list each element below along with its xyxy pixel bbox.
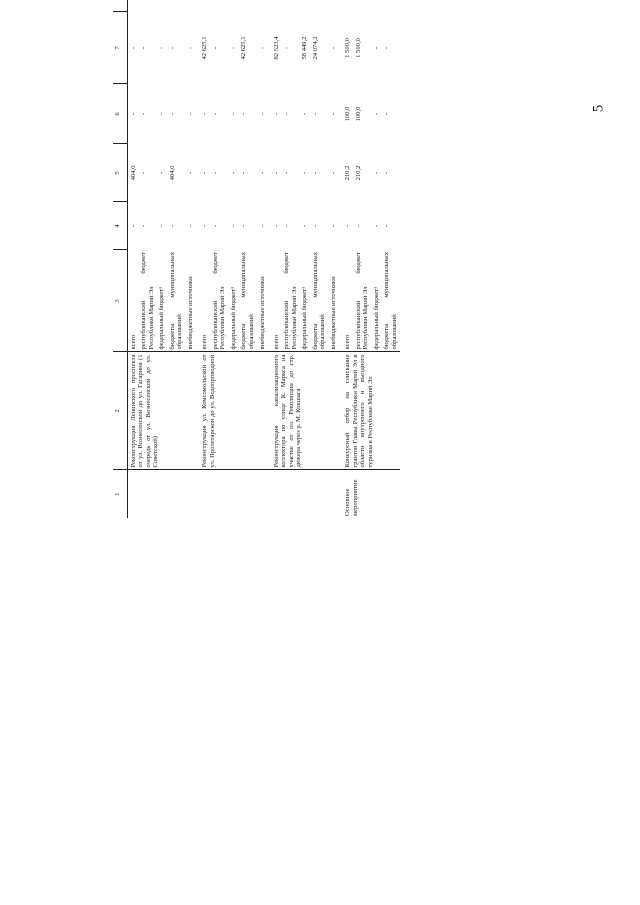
value-cell: -	[311, 171, 319, 175]
table-frame	[113, 36, 525, 851]
value-cell: -	[140, 112, 148, 116]
value-cell	[371, 0, 382, 12]
value-cell: -	[283, 171, 291, 175]
column-header: 6	[113, 84, 128, 144]
value-cell	[310, 0, 328, 12]
value-cell: -	[211, 224, 219, 228]
value-cell: 404,0	[168, 165, 176, 181]
value-cell: -	[372, 224, 380, 228]
value-cell: -	[372, 112, 380, 116]
value-cell	[257, 0, 268, 12]
value-cell: 100,0	[354, 106, 362, 122]
value-cell: -	[330, 171, 338, 175]
value-cell: -	[283, 112, 291, 116]
value-cell	[329, 0, 340, 12]
funding-source-cell: всего	[344, 334, 352, 350]
value-cell: -	[311, 224, 319, 228]
value-cell: 210,2	[354, 165, 362, 181]
value-cell: -	[229, 171, 237, 175]
activity-name-cell: Реконструкция канализационного коллектора по улице К. Маркса на участке от пл. Революции до стр. дюкера через р. М. Кокшага	[268, 352, 340, 470]
value-cell: -	[301, 112, 309, 116]
value-cell	[196, 0, 210, 12]
value-cell: -	[330, 112, 338, 116]
funding-source-cell: внебюджетные источники	[330, 276, 338, 350]
activity-type-cell	[128, 470, 197, 518]
value-cell: -	[240, 112, 248, 116]
column-header: 2	[113, 352, 128, 470]
value-cell: -	[201, 171, 209, 175]
activity-type-cell	[196, 470, 268, 518]
rotated-table-wrapper	[113, 0, 525, 518]
value-cell: -	[383, 112, 391, 116]
value-cell: 210,2	[344, 165, 352, 181]
value-cell: -	[129, 112, 137, 116]
value-cell: -	[229, 46, 237, 50]
value-cell	[210, 0, 228, 12]
column-header: 7	[113, 12, 128, 84]
funding-source-cell: федеральный бюджет¹	[158, 286, 166, 350]
funding-source-cell: республиканский бюджет Республики Марий Эл	[283, 252, 298, 350]
value-cell: -	[283, 46, 291, 50]
funding-source-cell: внебюджетные источники	[186, 276, 194, 350]
value-cell: 100,0	[344, 106, 352, 122]
table-row	[196, 0, 210, 518]
funding-source-cell: республиканский бюджет Республики Марий Эл	[140, 252, 155, 350]
value-cell: -	[186, 112, 194, 116]
value-cell: -	[140, 171, 148, 175]
value-cell	[339, 0, 353, 12]
column-header: 1	[113, 470, 128, 518]
value-cell: -	[372, 171, 380, 175]
value-cell: -	[168, 46, 176, 50]
funding-source-cell: всего	[272, 334, 280, 350]
value-cell: -	[272, 112, 280, 116]
value-cell: -	[129, 224, 137, 228]
funding-source-cell: всего	[201, 334, 209, 350]
value-cell: -	[330, 46, 338, 50]
value-cell: -	[240, 224, 248, 228]
value-cell: 58 449,2	[301, 36, 309, 60]
column-header: 5	[113, 144, 128, 202]
value-cell	[139, 0, 157, 12]
value-cell: -	[168, 112, 176, 116]
value-cell: -	[168, 224, 176, 228]
value-cell	[128, 0, 139, 12]
header-row	[113, 0, 128, 518]
value-cell: -	[158, 112, 166, 116]
value-cell: -	[258, 171, 266, 175]
value-cell: -	[311, 112, 319, 116]
column-header: 3	[113, 250, 128, 352]
value-cell: 42 625,1	[240, 36, 248, 60]
value-cell: -	[129, 46, 137, 50]
table-body	[128, 0, 401, 518]
value-cell: -	[283, 224, 291, 228]
value-cell: 1 500,0	[344, 38, 352, 58]
value-cell: -	[354, 224, 362, 228]
value-cell: -	[272, 224, 280, 228]
value-cell: -	[186, 171, 194, 175]
funding-source-cell: всего	[129, 334, 137, 350]
activity-name-cell: Реконструкция ул. Комсомольской от ул. Пролетарской до ул. Водопроводной	[196, 352, 268, 470]
value-cell: -	[211, 112, 219, 116]
funding-source-cell: бюджеты муниципальных образований	[383, 252, 399, 350]
value-cell	[228, 0, 239, 12]
value-cell: -	[201, 224, 209, 228]
value-cell: -	[211, 171, 219, 175]
funding-source-cell: бюджеты муниципальных образований	[311, 252, 327, 350]
value-cell: -	[383, 171, 391, 175]
funding-source-cell: республиканский бюджет Республики Марий Эл	[211, 252, 227, 350]
value-cell	[300, 0, 311, 12]
value-cell: -	[301, 224, 309, 228]
value-cell: -	[158, 224, 166, 228]
value-cell: -	[330, 224, 338, 228]
value-cell: -	[140, 46, 148, 50]
activity-type-cell: Основное мероприятие	[339, 470, 400, 518]
value-cell	[268, 0, 282, 12]
funding-source-cell: бюджеты муниципальных образований	[168, 252, 184, 350]
value-cell: -	[140, 224, 148, 228]
value-cell: -	[383, 224, 391, 228]
value-cell: -	[229, 112, 237, 116]
value-cell: -	[186, 224, 194, 228]
value-cell: 1 500,0	[354, 38, 362, 58]
value-cell: -	[258, 224, 266, 228]
value-cell: 42 625,1	[201, 36, 209, 60]
activity-name-cell: Конкурсный отбор на соискание грантов Главы Республики Марий Эл в области внутреннего и въездного туризма в Республике Марий Эл	[339, 352, 400, 470]
table-row	[128, 0, 139, 518]
funding-source-cell: бюджеты муниципальных образований	[240, 252, 255, 350]
value-cell: -	[372, 46, 380, 50]
value-cell: -	[344, 224, 352, 228]
value-cell: -	[158, 46, 166, 50]
value-cell: -	[301, 171, 309, 175]
value-cell	[185, 0, 196, 12]
value-cell	[382, 0, 400, 12]
value-cell: 82 523,4	[272, 36, 280, 60]
funding-source-cell: внебюджетные источники	[258, 276, 266, 350]
value-cell: -	[211, 46, 219, 50]
value-cell: -	[272, 171, 280, 175]
table-row	[339, 0, 353, 518]
funding-source-cell: федеральный бюджет¹	[372, 286, 380, 350]
value-cell: -	[186, 46, 194, 50]
value-cell: -	[240, 171, 248, 175]
value-cell: -	[258, 46, 266, 50]
page-number: 5	[589, 104, 606, 113]
value-cell: -	[229, 224, 237, 228]
value-cell	[167, 0, 185, 12]
value-cell	[157, 0, 168, 12]
value-cell	[282, 0, 300, 12]
column-header: 4	[113, 202, 128, 250]
value-cell	[353, 0, 371, 12]
value-cell: -	[383, 46, 391, 50]
table-row	[268, 0, 282, 518]
value-cell	[239, 0, 257, 12]
value-cell: -	[258, 112, 266, 116]
value-cell: 404,0	[129, 165, 137, 181]
value-cell: 24 074,2	[311, 36, 319, 60]
value-cell: -	[158, 171, 166, 175]
funding-source-cell: республиканский бюджет Республики Марий Эл	[354, 252, 370, 350]
funding-source-cell: федеральный бюджет¹	[301, 286, 309, 350]
funding-source-cell: федеральный бюджет¹	[229, 286, 237, 350]
value-cell: -	[201, 112, 209, 116]
activity-type-cell	[268, 470, 340, 518]
financing-table	[113, 0, 400, 518]
activity-name-cell: Реконструкция Ленинского проспекта от ул. Вознесенской до ул. Гагарина (1 очередь от ул. Вознесенской до ул. Советской)	[128, 352, 197, 470]
column-header	[113, 0, 128, 12]
